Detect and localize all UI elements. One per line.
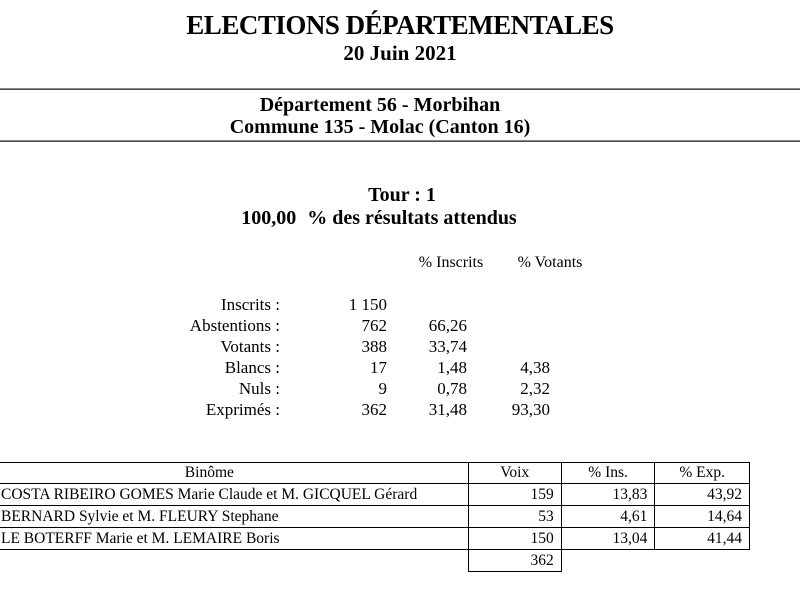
candidate-pct-exp: 43,92 — [655, 484, 750, 506]
commune-label: Commune 135 - Molac (Canton 16) — [229, 116, 531, 138]
stat-value: 762 — [361, 316, 387, 335]
stat-label: Nuls : — [238, 379, 280, 398]
header-pct-ins: % Ins. — [561, 463, 655, 484]
stat-label: Votants : — [220, 337, 280, 356]
stat-pct-votants — [467, 336, 550, 357]
stats-header-pct-inscrits: % Inscrits — [418, 254, 484, 271]
title-block — [0, 10, 800, 66]
header-voix: Voix — [468, 463, 561, 484]
total-voix: 362 — [468, 550, 561, 572]
candidate-voix: 159 — [468, 484, 561, 506]
divider-top — [0, 88, 800, 90]
stat-pct-inscrits — [387, 294, 467, 315]
stat-pct-votants — [467, 315, 550, 336]
candidate-name: BERNARD Sylvie et M. FLEURY Stephane — [0, 506, 468, 528]
table-header-row — [0, 463, 750, 484]
table-row — [0, 506, 750, 528]
stat-pct-inscrits: 33,74 — [428, 337, 467, 356]
stat-label: Exprimés : — [205, 400, 280, 419]
table-row — [0, 528, 750, 550]
stat-value: 362 — [361, 400, 387, 419]
candidate-voix: 150 — [468, 528, 561, 550]
stat-value: 1 150 — [348, 295, 387, 314]
stat-pct-inscrits: 0,78 — [437, 379, 467, 398]
percent-value: 100,00 — [241, 207, 297, 229]
participation-stats — [0, 294, 550, 420]
divider-bottom — [0, 140, 800, 142]
department-label: Département 56 - Morbihan — [259, 94, 501, 116]
tour-label: Tour : 1 — [368, 184, 436, 206]
table-row — [0, 484, 750, 506]
department-band — [0, 94, 760, 138]
candidate-name: COSTA RIBEIRO GOMES Marie Claude et M. GICQUEL Gérard — [0, 484, 468, 506]
stat-pct-votants: 93,30 — [511, 400, 550, 419]
stat-label: Abstentions : — [189, 316, 280, 335]
stat-pct-votants: 2,32 — [520, 379, 550, 398]
stat-pct-inscrits: 1,48 — [437, 358, 467, 377]
candidate-pct-ins: 4,61 — [561, 506, 655, 528]
header-binome: Binôme — [0, 463, 468, 484]
candidate-pct-exp: 14,64 — [655, 506, 750, 528]
stats-header-pct-votants: % Votants — [517, 254, 583, 271]
total-empty-cell — [0, 550, 468, 572]
election-date: 20 Juin 2021 — [343, 41, 457, 65]
candidate-name: LE BOTERFF Marie et M. LEMAIRE Boris — [0, 528, 468, 550]
total-empty-cell — [561, 550, 655, 572]
stat-value: 9 — [378, 379, 387, 398]
header-pct-exp: % Exp. — [655, 463, 750, 484]
stat-pct-inscrits: 66,26 — [428, 316, 467, 335]
total-empty-cell — [655, 550, 750, 572]
stat-value: 17 — [370, 358, 387, 377]
candidate-voix: 53 — [468, 506, 561, 528]
stat-pct-inscrits: 31,48 — [428, 400, 467, 419]
candidates-table — [0, 462, 750, 572]
stat-value: 388 — [361, 337, 387, 356]
stat-label: Inscrits : — [220, 295, 280, 314]
stat-pct-votants: 4,38 — [520, 358, 550, 377]
candidate-pct-exp: 41,44 — [655, 528, 750, 550]
table-total-row — [0, 550, 750, 572]
page-title: ELECTIONS DÉPARTEMENTALES — [186, 10, 614, 40]
results-expected-line — [0, 207, 758, 230]
candidate-pct-ins: 13,83 — [561, 484, 655, 506]
stat-pct-votants — [467, 294, 550, 315]
stat-label: Blancs : — [224, 358, 280, 377]
candidate-pct-ins: 13,04 — [561, 528, 655, 550]
percent-suffix: % des résultats attendus — [307, 207, 517, 229]
